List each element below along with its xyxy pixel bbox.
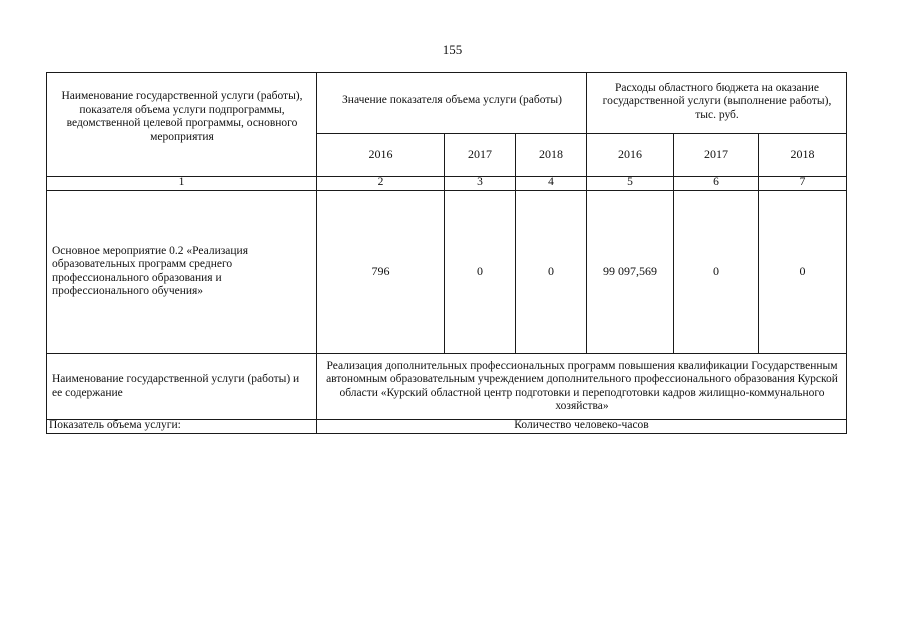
header-year-2018-expense: 2018 [790,147,815,162]
column-number-5: 5 [627,176,633,189]
main-row-value-2018-volume: 0 [548,263,554,278]
service-row-content: Реализация дополнительных профессиональных программ повышения квалификации Государственным автономным образовательным учреждением дополнительного профессионального образования Курской области «Курский областной центр подготовки и переподготовки кадров жилищно-коммунального хозяйства» [326,359,838,412]
header-year-2018-volume: 2018 [539,147,563,162]
column-number-1: 1 [178,176,185,189]
budget-table [46,72,847,434]
header-year-2016-volume: 2016 [368,147,393,162]
header-expense-group [590,73,844,131]
header-year-2017-expense: 2017 [704,147,728,162]
main-row-value-2017-expense: 0 [713,263,719,278]
main-row-value-2016-volume: 796 [371,263,390,278]
header-year-2017-volume: 2017 [468,147,492,162]
header-volume-group: Значение показателя объема услуги (работы) [342,94,562,107]
column-number-6: 6 [713,176,719,189]
table-border-left [46,72,47,434]
column-number-7: 7 [799,176,806,189]
indicator-row-label: Показатель объема услуги: [49,419,181,432]
column-number-3: 3 [477,176,483,189]
indicator-row-value: Количество человеко-часов [514,419,649,432]
header-year-2016-expense: 2016 [618,147,642,162]
main-row-value-2016-expense: 99 097,569 [603,263,657,278]
header-expense-group-text: Расходы областного бюджета на оказание государственной услуги (выполнение работы), [602,81,832,108]
main-row-name: Основное мероприятие 0.2 «Реализация образовательных программ среднего профессионального образования и профессионального обучения» [52,244,248,297]
main-row-value-2018-expense: 0 [799,263,806,278]
table-border-right [846,72,847,434]
header-name-column: Наименование государственной услуги (работы), показателя объема услуги подпрограммы, ведомственной целевой программы, основного мероприятия [61,90,303,143]
column-number-2: 2 [377,176,384,189]
page-number: 155 [442,42,463,57]
main-row-value-2017-volume: 0 [477,263,483,278]
header-expense-unit: тыс. руб. [695,108,739,121]
column-number-4: 4 [548,176,554,189]
service-row-label: Наименование государственной услуги (работы) и ее содержание [52,373,300,399]
table-border-bottom [46,433,847,434]
